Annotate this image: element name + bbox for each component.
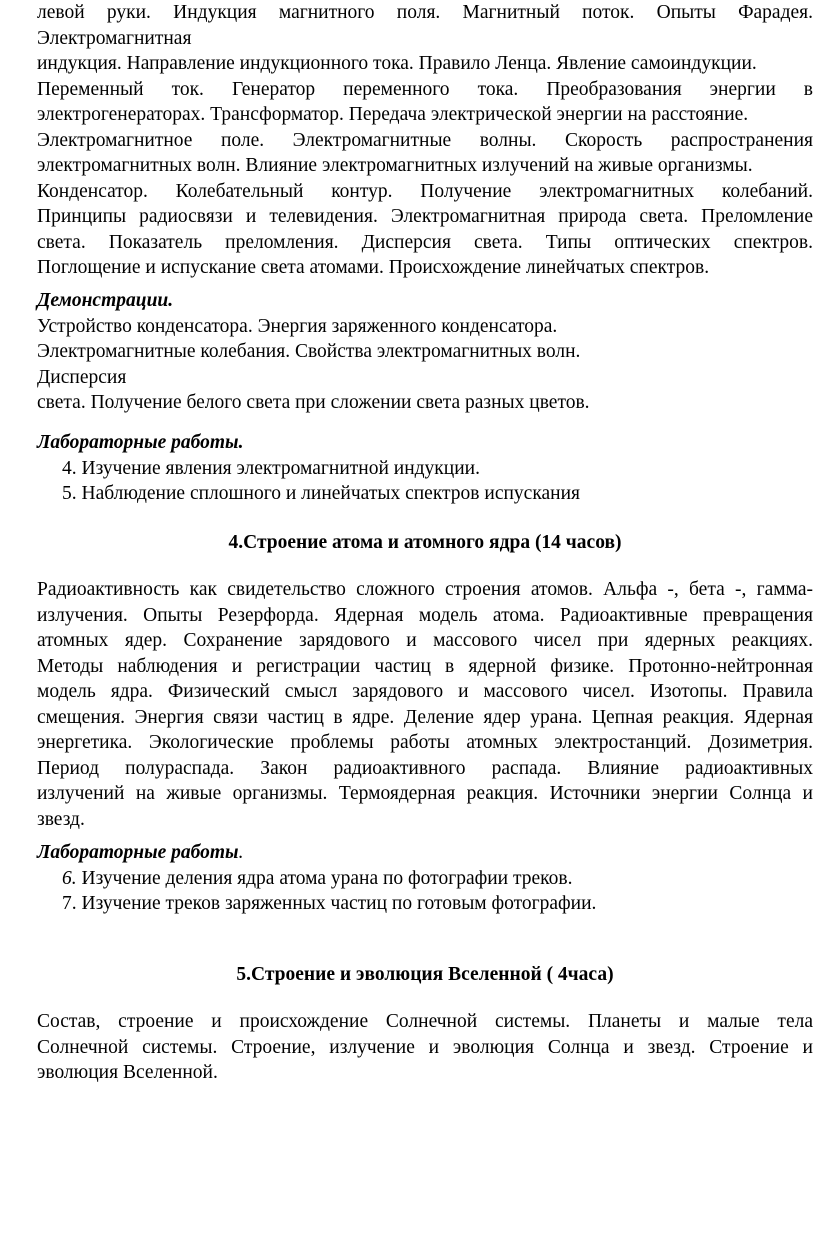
section-paragraph <box>37 577 813 832</box>
text-line: света. Показатель преломления. Дисперсия света. Типы оптических спектров. <box>37 231 813 253</box>
text-line: энергетика. Экологические проблемы работы атомных электростанций. Дозиметрия. <box>37 732 813 753</box>
section-title: 5.Строение и эволюция Вселенной ( 4часа) <box>236 964 614 985</box>
lab-works-block <box>37 840 813 917</box>
text-line: электрогенераторах. Трансформатор. Передача электрической энергии на расстояние. <box>37 104 749 125</box>
text-line: Радиоактивность как свидетельство сложного строения атомов. Альфа -, бета -, гамма- <box>37 579 813 600</box>
lab-works-heading <box>37 840 813 866</box>
text-line: света. Получение белого света при сложении света разных цветов. <box>37 392 590 413</box>
text-line: индукция. Направление индукционного тока. Правило Ленца. Явление самоиндукции. <box>37 53 757 74</box>
text-line: эволюция Вселенной. <box>37 1062 218 1083</box>
text-line: Электромагнитные колебания. Свойства электромагнитных волн. <box>37 341 581 362</box>
list-item-text: Изучение треков заряженных частиц по готовым фотографии. <box>76 893 597 914</box>
section-paragraph <box>37 1009 813 1086</box>
text-line: Период полураспада. Закон радиоактивного распада. Влияние радиоактивных <box>37 757 813 779</box>
text-line: электромагнитных волн. Влияние электромагнитных излучений на живые организмы. <box>37 155 753 176</box>
text-line: Методы наблюдения и регистрации частиц в ядерной физике. Протонно-нейтронная <box>37 655 813 677</box>
topic-paragraph <box>37 0 813 281</box>
list-item <box>37 891 813 917</box>
section-title: 4.Строение атома и атомного ядра (14 часов) <box>228 532 622 553</box>
text-line: излучений на живые организмы. Термоядерная реакция. Источники энергии Солнца и <box>37 783 813 804</box>
text-line: Электромагнитное поле. Электромагнитные волны. Скорость распространения <box>37 129 813 151</box>
list-item-text: Изучение деления ядра атома урана по фотографии треков. <box>76 867 573 889</box>
list-item-number: 7. <box>62 893 77 914</box>
text-line: Электромагнитная <box>37 27 192 49</box>
text-line: Принципы радиосвязи и телевидения. Электромагнитная природа света. Преломление <box>37 206 813 227</box>
text-line: Состав, строение и происхождение Солнечной системы. Планеты и малые тела <box>37 1011 813 1032</box>
text-line: Дисперсия <box>37 366 127 388</box>
text-line: атомных ядер. Сохранение зарядового и массового чисел при ядерных реакциях. <box>37 630 813 651</box>
lab-works-heading-text: Лабораторные работы <box>37 842 239 863</box>
list-item: 4. Изучение явления электромагнитной индукции. <box>62 457 480 479</box>
list-item <box>37 866 813 892</box>
text-line: Конденсатор. Колебательный контур. Получение электромагнитных колебаний. <box>37 180 813 202</box>
text-line: Солнечной системы. Строение, излучение и эволюция Солнца и звезд. Строение и <box>37 1036 813 1058</box>
list-item: 5. Наблюдение сплошного и линейчатых спектров испускания <box>62 483 580 504</box>
lab-works-heading: Лабораторные работы. <box>37 432 244 453</box>
text-line: Поглощение и испускание света атомами. Происхождение линейчатых спектров. <box>37 257 710 278</box>
text-line: модель ядра. Физический смысл зарядового и массового чисел. Изотопы. Правила <box>37 681 813 702</box>
lab-works-block <box>37 430 813 507</box>
text-line: смещения. Энергия связи частиц в ядре. Деление ядер урана. Цепная реакция. Ядерная <box>37 706 813 728</box>
demonstrations-block <box>37 288 813 416</box>
text-line: Устройство конденсатора. Энергия заряженного конденсатора. <box>37 315 558 337</box>
list-item-number: 6. <box>62 867 77 889</box>
lab-works-heading-tail: . <box>238 842 244 863</box>
text-line: Переменный ток. Генератор переменного тока. Преобразования энергии в <box>37 78 813 100</box>
text-line: левой руки. Индукция магнитного поля. Магнитный поток. Опыты Фарадея. <box>37 2 813 23</box>
demonstrations-heading: Демонстрации. <box>37 290 174 311</box>
text-line: звезд. <box>37 808 85 830</box>
text-line: излучения. Опыты Резерфорда. Ядерная модель атома. Радиоактивные превращения <box>37 604 813 626</box>
